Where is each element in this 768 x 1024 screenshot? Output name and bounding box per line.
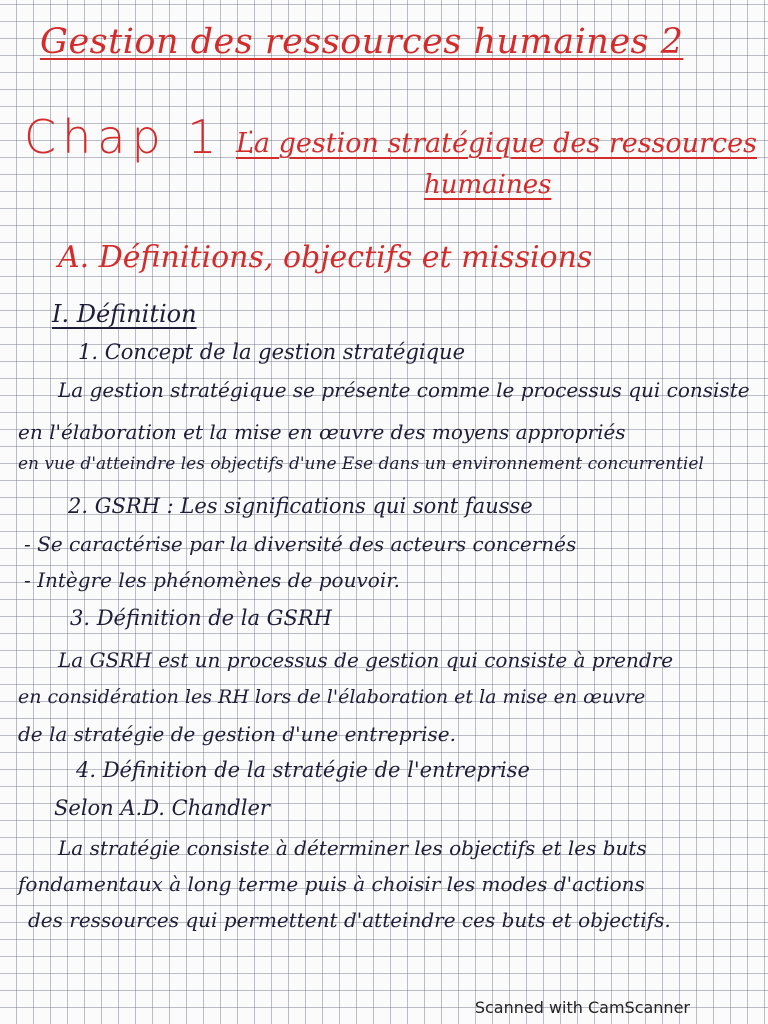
paragraph-1-line-2: en l'élaboration et la mise en œuvre des moyens appropriés [18, 420, 626, 444]
paragraph-3-line-3: de la stratégie de gestion d'une entreprise. [18, 722, 456, 746]
bullet-1: - Se caractérise par la diversité des acteurs concernés [24, 532, 577, 556]
chapter-title-line2: humaines [424, 170, 552, 200]
paragraph-1-line-3: en vue d'atteindre les objectifs d'une Ese dans un environnement concurrentiel [18, 454, 704, 474]
subheading-4: 4. Définition de la stratégie de l'entreprise [76, 758, 530, 782]
paragraph-4-line-3: des ressources qui permettent d'atteindre ces buts et objectifs. [28, 908, 671, 932]
subheading-2: 2. GSRH : Les significations qui sont fausse [68, 494, 533, 518]
heading-definition: I. Définition [52, 300, 197, 328]
paragraph-3-line-1: La GSRH est un processus de gestion qui consiste à prendre [58, 648, 674, 672]
chapter-label: Chap 1 : [24, 110, 265, 164]
chapter-title-line1: La gestion stratégique des ressources [236, 128, 757, 159]
subheading-3: 3. Définition de la GSRH [70, 606, 332, 630]
section-a-heading: A. Définitions, objectifs et missions [58, 240, 593, 275]
course-title: Gestion des ressources humaines 2 [40, 22, 684, 62]
subheading-1: 1. Concept de la gestion stratégique [78, 340, 465, 364]
paragraph-3-line-2: en considération les RH lors de l'élaboration et la mise en œuvre [18, 686, 646, 708]
paragraph-1-line-1: La gestion stratégique se présente comme le processus qui consiste [58, 378, 750, 402]
paragraph-4-line-1: La stratégie consiste à déterminer les objectifs et les buts [58, 836, 647, 860]
author-line: Selon A.D. Chandler [54, 796, 270, 820]
scanner-watermark: Scanned with CamScanner [474, 998, 690, 1017]
paragraph-4-line-2: fondamentaux à long terme puis à choisir les modes d'actions [18, 872, 645, 896]
bullet-2: - Intègre les phénomènes de pouvoir. [24, 568, 400, 592]
